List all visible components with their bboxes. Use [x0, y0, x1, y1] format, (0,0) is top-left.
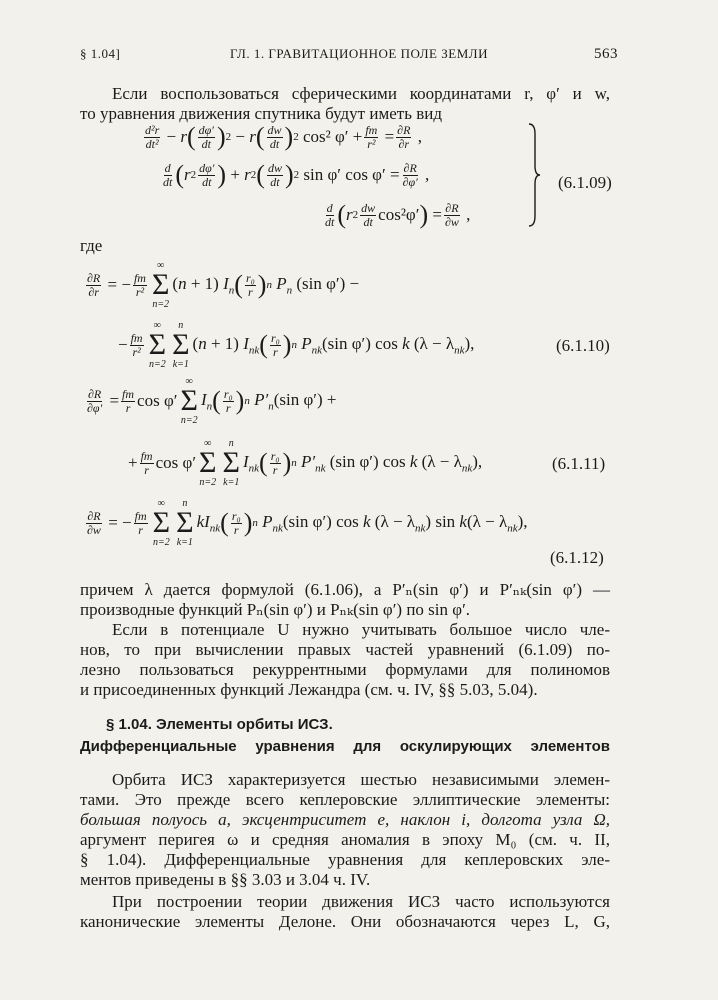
intro-line-1: Если воспользоваться сферическими координатами r, φ′ и w,: [112, 84, 610, 103]
eq-09-row-1: $\frac{\text{d²r}}{\text{dt²}}$ − r ( $\frac{d\varphi'}{dt}$ ) 2 − r ( $\frac{dw}{dt}$ ) 2 cos² φ′ + $\frac{fm}{\text{r²}}$ = $\frac{\partial R}{\partial r}$ ,: [145, 122, 422, 151]
para4-line-1: При построении теории движения ИСЗ часто используются: [112, 892, 610, 911]
intro-line-2: то уравнения движения спутника будут иметь вид: [80, 104, 442, 123]
after-eq-line-1: причем λ дается формулой (6.1.06), а P′ₙ(sin φ′) и P′ₙₖ(sin φ′) —: [80, 580, 610, 599]
equation-number-6-1-11: (6.1.11): [552, 454, 606, 473]
equation-number-6-1-12: (6.1.12): [550, 548, 604, 567]
eq-10-row-2: − $\frac{fm}{\text{r²}}$ ∞ Σ n=2 n Σ k=1 (n + 1) $I_{nk}$ ( $\frac{\text{r₀}}{r}$ ) n $P_{nk}(\sin$ φ′) cos k $(\lambda - \lambda_{nk})$,: [118, 320, 475, 370]
where-word: где: [80, 236, 103, 255]
after-eq-line-2: производные функций Pₙ(sin φ′) и Pₙₖ(sin φ′) по sin φ′.: [80, 600, 471, 619]
para3-line-5: § 1.04). Дифференциальные уравнения для кеплеровских эле-: [80, 850, 610, 869]
para3-line-3: большая полуось a, эксцентриситет e, наклон i, долгота узла Ω,: [80, 810, 610, 829]
eq-12-row-1: $\frac{\partial R}{\partial w}$ = − $\frac{fm}{r}$ ∞ Σ n=2 n Σ k=1 $kI_{nk}$ ( $\frac{\text{r₀}}{r}$ ) n $P_{nk}(\sin$ φ′) cos k $(\lambda - \lambda_{nk})$ $\sin k(\lambda - \lambda_{nk})$,: [87, 498, 528, 548]
running-section-mark: § 1.04]: [80, 46, 121, 61]
section-heading-1: § 1.04. Элементы орбиты ИСЗ.: [106, 716, 333, 733]
section-heading-2: Дифференциальные уравнения для оскулирующих элементов: [80, 738, 610, 755]
para3-line-4: аргумент перигея ω и средняя аномалия в эпоху M₀ (см. ч. II,: [80, 830, 610, 849]
para2-line-4: и присоединенных функций Лежандра (см. ч. IV, §§ 5.03, 5.04).: [80, 680, 538, 699]
para4-line-2: канонические элементы Делоне. Они обозначаются через L, G,: [80, 912, 610, 931]
running-chapter-title: ГЛ. 1. ГРАВИТАЦИОННОЕ ПОЛЕ ЗЕМЛИ: [230, 46, 488, 61]
equation-number-6-1-09: (6.1.09): [558, 173, 612, 192]
para3-line-1: Орбита ИСЗ характеризуется шестью независимыми элемен-: [112, 770, 610, 789]
page-number: 563: [594, 46, 618, 62]
eq-09-row-2: $\frac{d}{dt}$ ( r 2 $\frac{d\varphi'}{dt}$ ) + r 2 ( $\frac{dw}{dt}$ ) 2 sin φ′ cos φ′ = $\frac{\partial R}{\partial\varphi'}$ ,: [163, 160, 430, 189]
eq-11-row-1: $\frac{\partial R}{\partial\varphi'}$ = $\frac{fm}{r}$ cos φ′ ∞ Σ n=2 $I_n$ ( $\frac{\text{r₀}}{r}$ ) n $P'_n(\sin$ φ′) +: [87, 376, 337, 426]
para3-line-6: ментов приведены в §§ 3.03 и 3.04 ч. IV.: [80, 870, 371, 889]
para3-line-2: тами. Это прежде всего кеплеровские эллиптические элементы:: [80, 790, 610, 809]
para2-line-3: лезно пользоваться рекуррентными формулами для полиномов: [80, 660, 610, 679]
eq-11-row-2: + $\frac{fm}{r}$ cos φ′ ∞ Σ n=2 n Σ k=1 $I_{nk}$ ( $\frac{\text{r₀}}{r}$ ) n $P'_{nk}$ (sin φ′) cos k $(\lambda - \lambda_{nk})$,: [128, 438, 483, 488]
eq-10-row-1: $\frac{\partial R}{\partial r}$ = − $\frac{fm}{\text{r²}}$ ∞ Σ n=2 (n + 1) $I_n$ ( $\frac{\text{r₀}}{r}$ ) n $P_n$ (sin φ′) −: [87, 260, 360, 310]
para2-line-2: нов, то при вычислении правых частей уравнений (6.1.09) по-: [80, 640, 610, 659]
eq-09-row-3: $\frac{d}{dt}$ ( r 2 $\frac{dw}{dt}$ cos²φ′ ) = $\frac{\partial R}{\partial w}$ ,: [325, 200, 471, 229]
para2-line-1: Если в потенциале U нужно учитывать большое число чле-: [112, 620, 610, 639]
right-brace: [527, 122, 541, 228]
equation-number-6-1-10: (6.1.10): [556, 336, 610, 355]
